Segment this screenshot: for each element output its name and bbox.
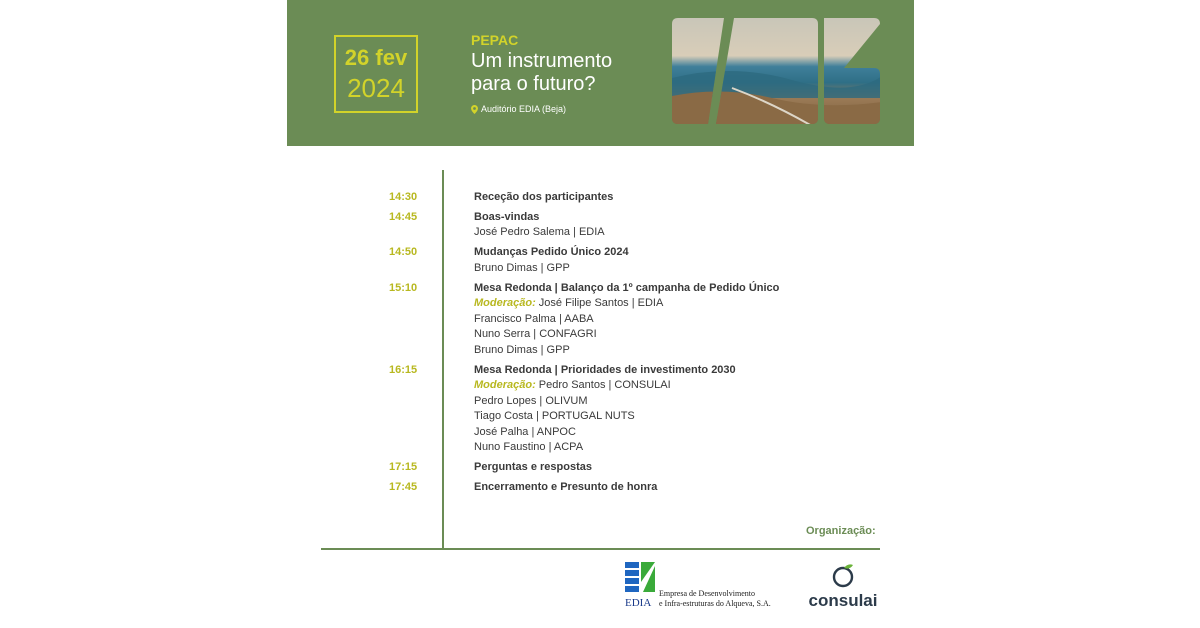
agenda-speaker: Pedro Lopes | OLIVUM [474,395,588,407]
agenda-speaker: Nuno Faustino | ACPA [474,441,584,453]
moderation-label: Moderação: [474,297,536,309]
agenda-speaker: Nuno Serra | CONFAGRI [474,328,597,340]
consulai-wordmark: consulai [808,591,878,610]
agenda-speaker: José Pedro Salema | EDIA [474,226,605,238]
venue [471,104,566,114]
headline-line-1: Um instrumento [471,50,613,72]
agenda-speaker: Francisco Palma | AABA [474,313,594,325]
agenda-time: 14:50 [389,246,418,258]
timeline-line [442,170,444,549]
agenda-title: Mesa Redonda | Prioridades de investimento 2030 [474,364,736,376]
agenda-title: Perguntas e respostas [474,461,592,473]
date-day: 26 fev [344,45,408,70]
edia-wordmark: EDIA [625,597,652,609]
venue-text: Auditório EDIA (Beja) [481,104,567,114]
footer-divider [321,548,880,550]
agenda-moderation [474,379,671,391]
agenda-time: 17:45 [389,481,418,493]
moderator: Pedro Santos | CONSULAI [535,379,671,391]
event-eyebrow: PEPAC [471,32,519,48]
agenda-title: Mesa Redonda | Balanço da 1º campanha de Pedido Único [474,282,780,294]
apple-icon [830,562,856,588]
agenda-time: 16:15 [389,364,418,376]
edia-tagline [659,589,771,609]
agenda-time: 17:15 [389,461,418,473]
headline-line-2: para o futuro? [471,73,596,95]
agenda-title: Mudanças Pedido Único 2024 [474,246,629,258]
agenda-speaker: Tiago Costa | PORTUGAL NUTS [474,410,635,422]
date-year: 2024 [347,73,405,103]
agenda-moderation [474,297,663,309]
event-headline [471,50,671,96]
date-box [334,35,418,113]
agenda-speaker: Bruno Dimas | GPP [474,344,570,356]
consulai-logo [803,562,883,611]
agenda-title: Boas-vindas [474,211,540,223]
agenda-speaker: José Palha | ANPOC [474,426,576,438]
edia-tagline-1: Empresa de Desenvolvimento [659,589,755,598]
moderator: José Filipe Santos | EDIA [535,297,664,309]
agenda-time: 15:10 [389,282,418,294]
edia-tagline-2: e Infra-estruturas do Alqueva, S.A. [659,599,771,608]
agenda-speaker: Bruno Dimas | GPP [474,262,570,274]
agenda-time: 14:45 [389,211,418,223]
agenda-title: Receção dos participantes [474,191,614,203]
agenda-title: Encerramento e Presunto de honra [474,481,658,493]
organization-label: Organização: [806,525,876,537]
edia-logo-icon [625,562,657,596]
location-pin-icon [471,105,478,114]
agenda-time: 14:30 [389,191,418,203]
edia-logo [625,562,657,601]
moderation-label: Moderação: [474,379,536,391]
landscape-photo [672,18,882,131]
